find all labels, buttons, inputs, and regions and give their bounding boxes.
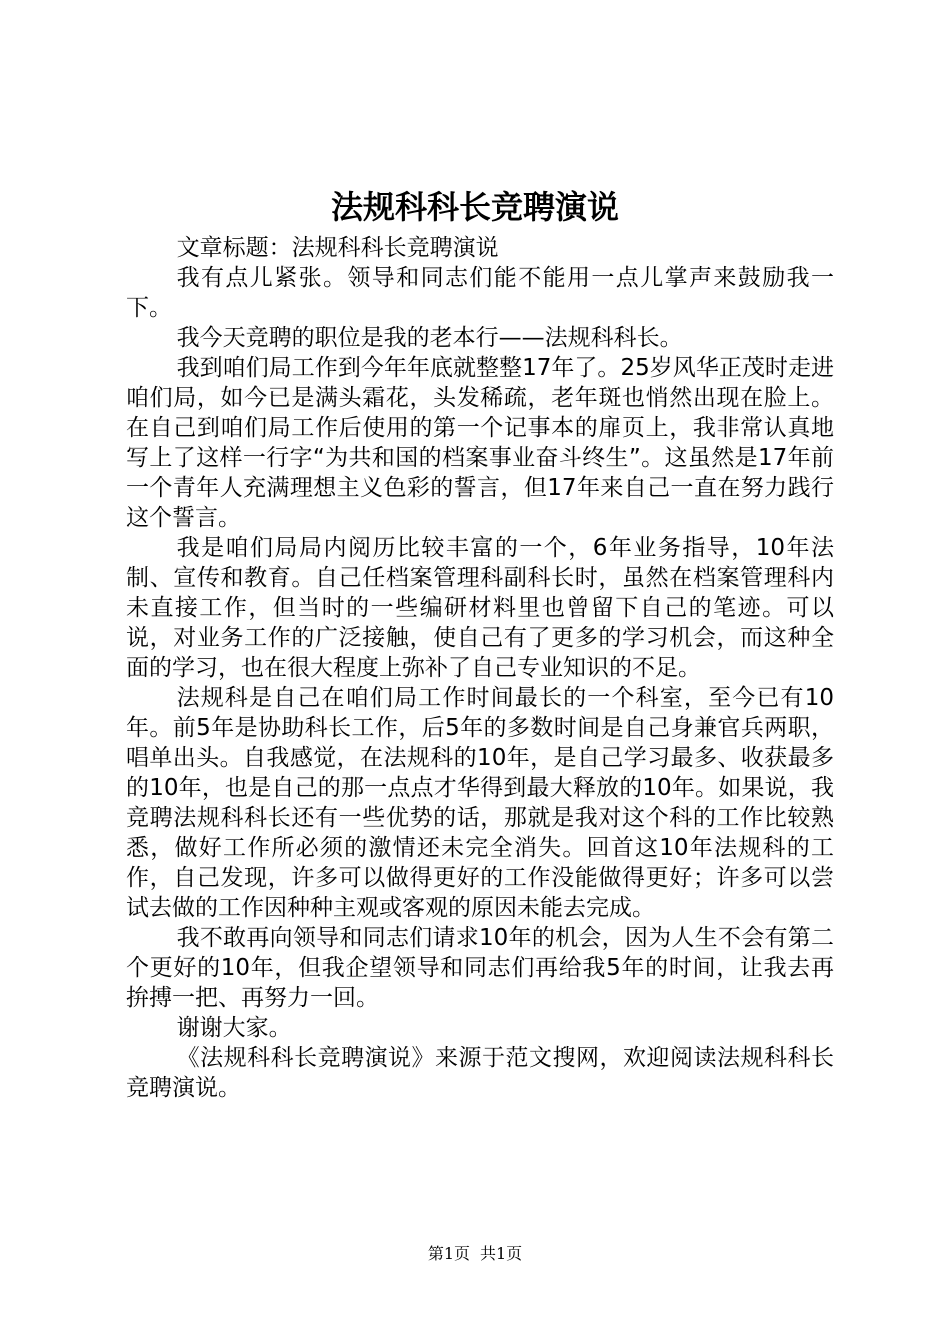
paragraph-opening: 我有点儿紧张。领导和同志们能不能用一点儿掌声来鼓励我一下。 [126, 265, 834, 321]
paragraph-position: 我今天竞聘的职位是我的老本行——法规科科长。 [176, 325, 683, 351]
page-number: 第1页 [427, 1244, 470, 1263]
paragraph-career: 我到咱们局工作到今年年底就整整17年了。25岁风华正茂时走进咱们局，如今已是满头霜花，头发稀疏，老年斑也悄然出现在脸上。在自己到咱们局工作后使用的第一个记事本的扉页上，我非常认真地写上了这样一行字“为共和国的档案事业奋斗终生”。这虽然是17年前一个青年人充满理想主义色彩的誓言，但17年来自己一直在努力践行这个誓言。 [126, 355, 834, 531]
paragraph-article-title: 文章标题：法规科科长竞聘演说 [176, 235, 499, 261]
paragraph-experience: 我是咱们局局内阅历比较丰富的一个，6年业务指导，10年法制、宣传和教育。自己任档案管理科副科长时，虽然在档案管理科内未直接工作，但当时的一些编研材料里也曾留下自己的笔迹。可以说，对业务工作的广泛接触，使自己有了更多的学习机会，而这种全面的学习，也在很大程度上弥补了自己专业知识的不足。 [126, 535, 834, 681]
document-title: 法规科科长竞聘演说 [330, 188, 619, 226]
page-total: 共1页 [480, 1244, 523, 1263]
paragraph-source: 《法规科科长竞聘演说》来源于范文搜网，欢迎阅读法规科科长竞聘演说。 [126, 1045, 834, 1101]
paragraph-thanks: 谢谢大家。 [176, 1015, 292, 1041]
paragraph-legal-section: 法规科是自己在咱们局工作时间最长的一个科室，至今已有10年。前5年是协助科长工作，后5年的多数时间是自己身兼官兵两职，唱单出头。自我感觉，在法规科的10年，是自己学习最多、收获最多的10年，也是自己的那一点点才华得到最大释放的10年。如果说，我竞聘法规科科长还有一些优势的话，那就是我对这个科的工作比较熟悉，做好工作所必须的激情还未完全消失。回首这10年法规科的工作，自己发现，许多可以做得更好的工作没能做得更好；许多可以尝试去做的工作因种种主观或客观的原因未能去完成。 [126, 685, 834, 921]
page-footer [0, 1243, 950, 1265]
document-body [126, 233, 834, 1103]
paragraph-request: 我不敢再向领导和同志们请求10年的机会，因为人生不会有第二个更好的10年，但我企望领导和同志们再给我5年的时间，让我去再拚搏一把、再努力一回。 [126, 925, 834, 1011]
